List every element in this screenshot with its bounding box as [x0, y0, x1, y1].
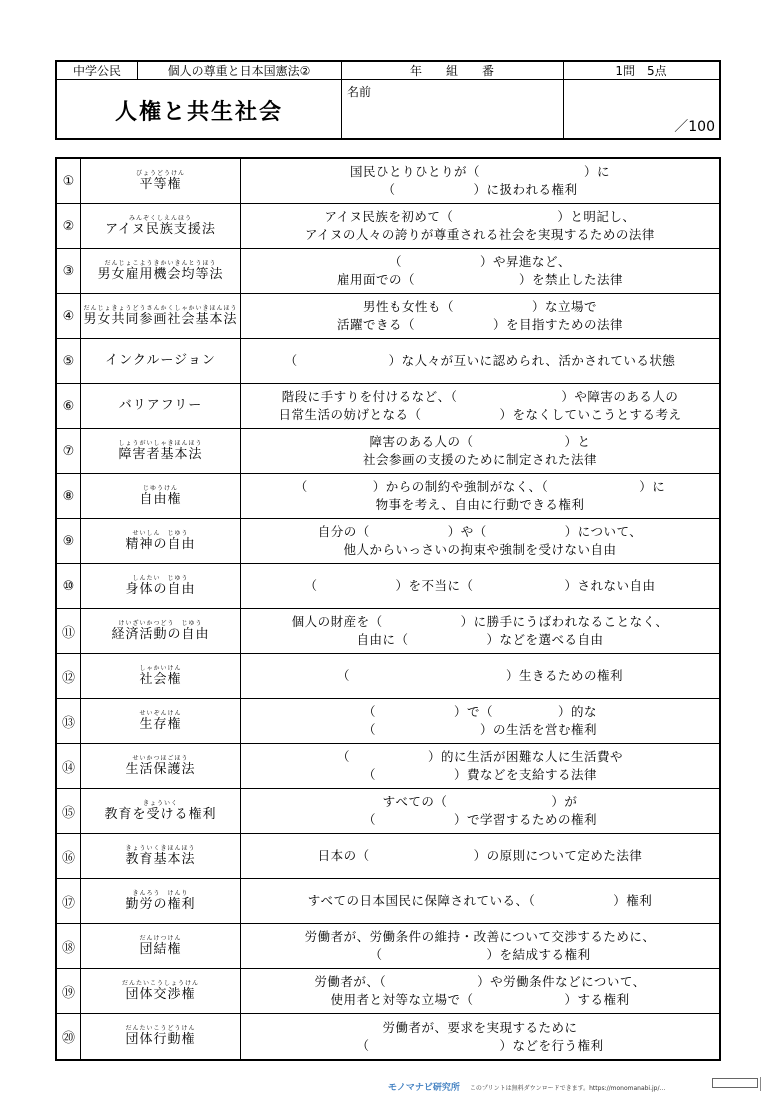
- description-line: （ ）などを行う権利: [356, 1037, 604, 1053]
- question-row: [57, 924, 719, 969]
- question-number: ⑳: [57, 1014, 81, 1059]
- term-cell: [81, 519, 241, 563]
- description-line: 雇用面での（ ）を禁止した法律: [336, 272, 623, 287]
- header-divider: [137, 62, 138, 80]
- question-number: ⑦: [57, 429, 81, 473]
- question-row: [57, 1014, 719, 1059]
- footer-box: [712, 1078, 758, 1088]
- term-label: 自由権: [139, 491, 182, 507]
- question-row: [57, 564, 719, 609]
- description-line: （ ）な人々が互いに認められ、活かされている状態: [284, 353, 676, 368]
- term-cell: [81, 654, 241, 698]
- description-line: （ ）で（ ）的な: [362, 704, 597, 719]
- term-ruby: しんたい じゆう: [132, 574, 189, 582]
- term-ruby: だんじょこようきかいきんとうほう: [104, 259, 217, 267]
- question-row: [57, 294, 719, 339]
- term-cell: [81, 204, 241, 248]
- description-cell: [241, 519, 719, 563]
- term-cell: [81, 969, 241, 1013]
- question-row: [57, 789, 719, 834]
- term-cell: [81, 879, 241, 923]
- question-row: [57, 879, 719, 924]
- description-line: 労働者が、労働条件の維持・改善について交渉するために、: [304, 929, 656, 944]
- description-cell: [241, 654, 719, 698]
- description-line: （ ）的に生活が困難な人に生活費や: [336, 749, 623, 764]
- header-divider: [341, 62, 342, 138]
- question-number: ⑮: [57, 789, 81, 833]
- question-row: [57, 834, 719, 879]
- page-title: 人権と共生社会: [114, 99, 283, 125]
- corner-mark: [760, 1077, 770, 1091]
- description-cell: [241, 969, 719, 1013]
- question-number: ③: [57, 249, 81, 293]
- term-ruby: びょうどうけん: [135, 169, 185, 177]
- description-line: 男性も女性も（ ）な立場で: [362, 299, 597, 314]
- description-line: 自由に（ ）などを選べる自由: [356, 632, 604, 647]
- description-line: 個人の財産を（ ）に勝手にうばわれなることなく、: [291, 614, 669, 629]
- term-ruby: だんじょきょうどうさんかくしゃかいきほんほう: [83, 304, 238, 312]
- header-divider: [563, 62, 564, 138]
- term-ruby: せいしん じゆう: [132, 529, 189, 537]
- brand-logo: モノマナビ研究所: [388, 1083, 460, 1093]
- term-ruby: みんぞくしえんほう: [128, 214, 192, 222]
- description-line: （ ）を結成する権利: [369, 947, 591, 962]
- question-number: ⑬: [57, 699, 81, 743]
- name-label: 名前: [347, 85, 372, 99]
- term-label: 教育基本法: [125, 851, 196, 867]
- term-label: 生活保護法: [125, 761, 196, 777]
- score-total: ／100: [674, 119, 715, 135]
- description-line: （ ）や昇進など、: [388, 254, 571, 269]
- term-label: アイヌ民族支援法: [105, 221, 216, 237]
- term-cell: [81, 744, 241, 788]
- description-cell: [241, 789, 719, 833]
- term-cell: [81, 159, 241, 203]
- description-cell: [241, 294, 719, 338]
- description-line: 物事を考え、自由に行動できる権利: [375, 497, 585, 512]
- description-cell: [241, 204, 719, 248]
- term-cell: [81, 564, 241, 608]
- description-line: 使用者と対等な立場で（ ）する権利: [330, 992, 630, 1007]
- term-ruby: きょういくきほんほう: [125, 844, 196, 852]
- term-ruby: せいぞんけん: [139, 709, 182, 717]
- term-label: 生存権: [139, 716, 182, 732]
- term-cell: [81, 429, 241, 473]
- question-row: [57, 654, 719, 699]
- term-ruby: だんけつけん: [139, 934, 182, 942]
- term-label: 勤労の権利: [125, 896, 196, 912]
- question-row: [57, 249, 719, 294]
- term-label: 社会権: [139, 671, 182, 687]
- question-row: [57, 339, 719, 384]
- footer: [388, 1080, 665, 1093]
- description-line: 階段に手すりを付けるなど、（ ）や障害のある人の: [281, 389, 679, 404]
- term-label: 教育を受ける権利: [104, 806, 217, 822]
- term-label: インクルージョン: [105, 353, 216, 368]
- question-number: ⑲: [57, 969, 81, 1013]
- description-cell: [241, 744, 719, 788]
- term-ruby: せいかつほごほう: [132, 754, 189, 762]
- description-line: 日本の（ ）の原則について定めた法律: [317, 848, 643, 863]
- description-cell: [241, 609, 719, 653]
- description-line: （ ）に扱われる権利: [382, 182, 578, 197]
- description-cell: [241, 249, 719, 293]
- term-ruby: しゃかいけん: [139, 664, 182, 672]
- question-number: ⑫: [57, 654, 81, 698]
- description-line: 労働者が、要求を実現するために: [382, 1019, 578, 1035]
- term-ruby: きんろう けんり: [132, 889, 189, 897]
- term-cell: [81, 294, 241, 338]
- question-number: ⑧: [57, 474, 81, 518]
- description-line: （ ）で学習するための権利: [362, 812, 597, 827]
- question-number: ⑪: [57, 609, 81, 653]
- term-ruby: だんたいこうしょうけん: [121, 979, 199, 987]
- description-cell: [241, 429, 719, 473]
- description-line: すべての（ ）が: [382, 794, 578, 809]
- question-number: ⑯: [57, 834, 81, 878]
- term-cell: [81, 339, 241, 383]
- term-label: 経済活動の自由: [111, 626, 210, 642]
- term-cell: [81, 1014, 241, 1059]
- footer-notice: このプリントは無料ダウンロードできます。https://monomanabi.jp/...: [469, 1085, 666, 1092]
- description-line: 日常生活の妨げとなる（ ）をなくしていこうとする考え: [278, 407, 682, 422]
- description-line: 国民ひとりひとりが（ ）に: [349, 164, 610, 179]
- term-label: 団結権: [139, 941, 182, 957]
- term-cell: [81, 924, 241, 968]
- description-line: （ ）の生活を営む権利: [362, 722, 597, 737]
- worksheet-header: [55, 60, 721, 140]
- question-row: [57, 744, 719, 789]
- term-label: 精神の自由: [125, 536, 196, 552]
- description-cell: [241, 564, 719, 608]
- term-label: 男女雇用機会均等法: [97, 266, 224, 282]
- term-cell: [81, 609, 241, 653]
- description-cell: [241, 834, 719, 878]
- question-number: ⑭: [57, 744, 81, 788]
- description-line: 障害のある人の（ ）と: [369, 434, 591, 449]
- description-line: アイヌの人々の誇りが尊重される社会を実現するための法律: [305, 227, 655, 242]
- description-line: 他人からいっさいの拘束や強制を受けない自由: [343, 542, 617, 557]
- subject-label: 中学公民: [72, 63, 121, 78]
- term-label: 平等権: [139, 176, 182, 192]
- term-ruby: だんたいこうどうけん: [125, 1025, 196, 1032]
- description-line: すべての日本国民に保障されている、（ ）権利: [307, 893, 653, 908]
- description-line: 社会参画の支援のために制定された法律: [362, 452, 597, 467]
- term-ruby: けいざいかつどう じゆう: [118, 619, 203, 627]
- term-label: 団体交渉権: [125, 986, 196, 1002]
- unit-label: 個人の尊重と日本国憲法②: [167, 63, 311, 78]
- description-cell: [241, 339, 719, 383]
- term-label: 障害者基本法: [118, 446, 203, 462]
- description-line: 活躍できる（ ）を目指すための法律: [336, 317, 623, 332]
- class-number-label: 年 組 番: [409, 63, 494, 78]
- description-line: アイヌ民族を初めて（ ）と明記し、: [324, 209, 636, 224]
- description-cell: [241, 879, 719, 923]
- description-cell: [241, 699, 719, 743]
- question-number: ④: [57, 294, 81, 338]
- question-table: [55, 157, 721, 1061]
- term-cell: [81, 249, 241, 293]
- term-ruby: きょういく: [142, 799, 178, 807]
- description-cell: [241, 384, 719, 428]
- description-cell: [241, 924, 719, 968]
- term-label: 身体の自由: [125, 581, 196, 597]
- question-number: ⑥: [57, 384, 81, 428]
- term-ruby: じゆうけん: [142, 484, 178, 492]
- question-row: [57, 474, 719, 519]
- term-cell: [81, 834, 241, 878]
- term-ruby: しょうがいしゃきほんほう: [118, 439, 203, 447]
- description-line: （ ）費などを支給する法律: [362, 767, 597, 782]
- question-row: [57, 699, 719, 744]
- term-cell: [81, 789, 241, 833]
- description-cell: [241, 159, 719, 203]
- description-line: （ ）からの制約や強制がなく、（ ）に: [294, 479, 666, 494]
- question-number: ①: [57, 159, 81, 203]
- description-cell: [241, 1014, 719, 1059]
- question-number: ⑰: [57, 879, 81, 923]
- term-cell: [81, 474, 241, 518]
- term-label: 団体行動権: [125, 1032, 196, 1047]
- question-number: ⑨: [57, 519, 81, 563]
- question-number: ⑤: [57, 339, 81, 383]
- description-line: （ ）生きるための権利: [336, 668, 623, 683]
- description-line: （ ）を不当に（ ）されない自由: [304, 578, 656, 593]
- question-row: [57, 429, 719, 474]
- question-row: [57, 519, 719, 564]
- question-number: ⑱: [57, 924, 81, 968]
- term-cell: [81, 384, 241, 428]
- description-line: 自分の（ ）や（ ）について、: [317, 524, 643, 539]
- term-label: 男女共同参画社会基本法: [83, 311, 238, 327]
- description-cell: [241, 474, 719, 518]
- question-row: [57, 384, 719, 429]
- question-number: ⑩: [57, 564, 81, 608]
- question-row: [57, 159, 719, 204]
- questions-points-label: 1問 5点: [615, 63, 667, 78]
- term-label: バリアフリー: [118, 398, 203, 413]
- question-row: [57, 969, 719, 1014]
- question-number: ②: [57, 204, 81, 248]
- question-row: [57, 609, 719, 654]
- description-line: 労働者が、（ ）や労働条件などについて、: [314, 974, 646, 989]
- question-row: [57, 204, 719, 249]
- term-cell: [81, 699, 241, 743]
